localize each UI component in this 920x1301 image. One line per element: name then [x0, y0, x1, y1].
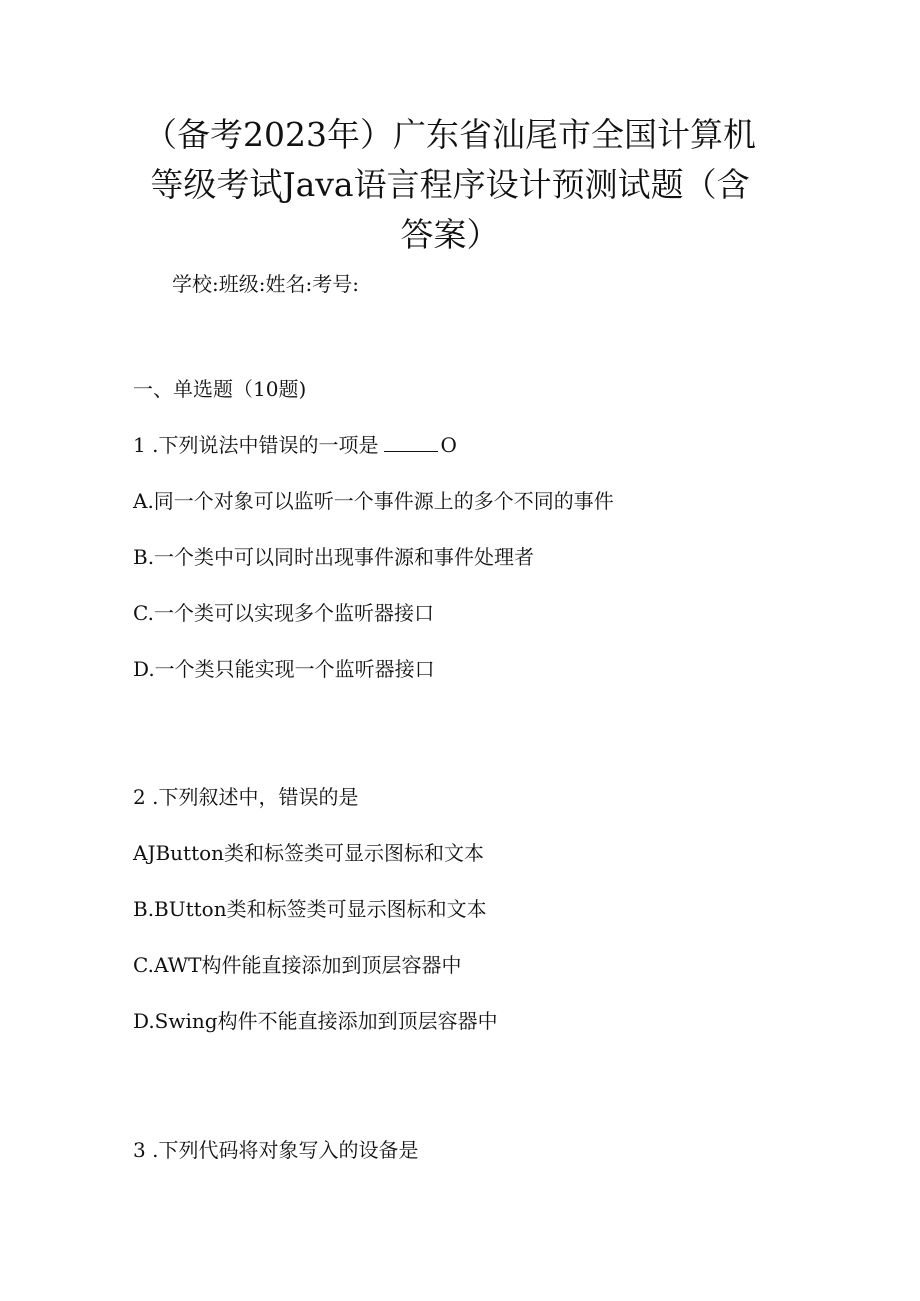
question-2-stem: 2 .下列叙述中，错误的是 — [133, 785, 359, 809]
question-3-stem: 3 .下列代码将对象写入的设备是 — [133, 1138, 419, 1162]
question-2-option-c: C.AWT构件能直接添加到顶层容器中 — [133, 953, 462, 977]
question-2-option-a: AJButton类和标签类可显示图标和文本 — [133, 841, 485, 865]
title-line-1: （备考2023年）广东省汕尾市全国计算机 — [144, 115, 756, 154]
question-1-stem-text: 1 .下列说法中错误的一项是 — [133, 433, 379, 457]
title-line-3: 答案） — [400, 215, 500, 254]
question-2-option-b: B.BUtton类和标签类可显示图标和文本 — [133, 897, 487, 921]
question-1-option-a: A.同一个对象可以监听一个事件源上的多个不同的事件 — [133, 489, 614, 513]
question-2-option-d: D.Swing构件不能直接添加到顶层容器中 — [133, 1009, 498, 1033]
question-1-option-d: D.一个类只能实现一个监听器接口 — [133, 657, 435, 681]
section-heading: 一、单选题（10题) — [133, 377, 307, 401]
answer-blank — [384, 433, 438, 452]
student-info-line: 学校:班级:姓名:考号: — [172, 272, 359, 296]
question-1-stem-suffix: O — [440, 433, 457, 457]
title-line-2: 等级考试Java语言程序设计预测试题（含 — [150, 165, 750, 204]
document-title — [130, 110, 770, 260]
question-1-option-c: C.一个类可以实现多个监听器接口 — [133, 601, 434, 625]
question-1-option-b: B.一个类中可以同时出现事件源和事件处理者 — [133, 545, 535, 569]
question-1-stem — [133, 431, 457, 459]
